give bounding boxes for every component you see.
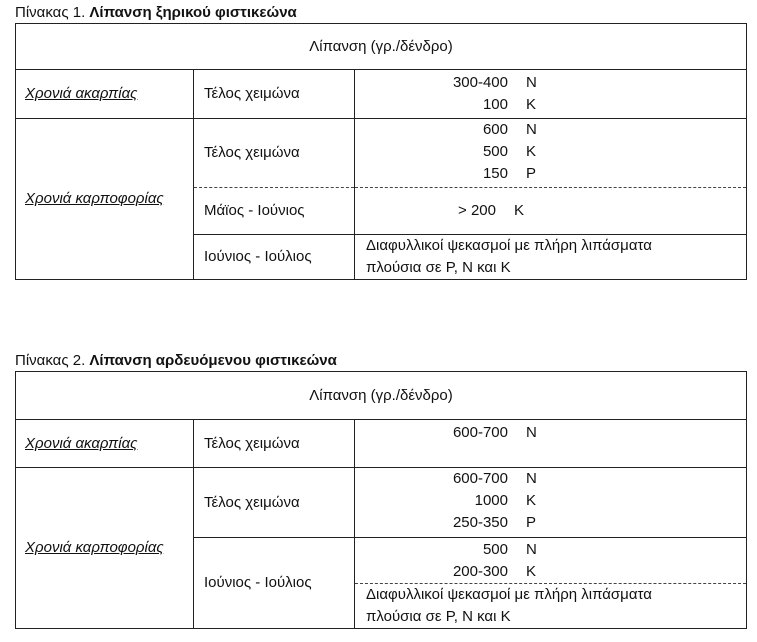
table2-caption — [15, 352, 337, 370]
dose-value: > 200 — [458, 202, 496, 219]
dose-element: N — [526, 470, 537, 487]
table1-on-year-period-3: Ιούνιος - Ιούλιος — [194, 235, 355, 280]
dose-line — [355, 94, 746, 116]
dose-element: P — [526, 514, 537, 531]
table1-on-year-note — [355, 235, 747, 280]
table1-off-year-label: Χρονιά ακαρπίας — [16, 70, 194, 119]
dose-value: 150 — [482, 165, 508, 182]
note-line: πλούσια σε P, N και K — [366, 608, 511, 625]
note-line: Διαφυλλικοί ψεκασμοί με πλήρη λιπάσματα — [366, 586, 652, 603]
note-line: Διαφυλλικοί ψεκασμοί με πλήρη λιπάσματα — [366, 237, 652, 254]
table1-on-year-doses-2 — [355, 188, 747, 235]
dose-value: 500 — [482, 541, 508, 558]
dose-line — [355, 163, 746, 185]
table1-on-year-doses-1 — [355, 119, 747, 188]
table1-off-year-period: Τέλος χειμώνα — [194, 70, 355, 119]
table1-header: Λίπανση (γρ./δένδρο) — [16, 24, 747, 70]
dose-line — [355, 490, 746, 512]
table1-on-year-label: Χρονιά καρποφορίας — [16, 119, 194, 280]
table2-on-year-doses-1 — [355, 468, 747, 538]
dose-element: N — [526, 424, 537, 441]
table2-on-year-doses-2 — [355, 538, 747, 584]
dose-value: 600-700 — [452, 424, 508, 441]
table2-on-year-period-2: Ιούνιος - Ιούλιος — [194, 538, 355, 629]
table1-caption-title: Λίπανση ξηρικού φιστικεώνα — [89, 4, 297, 21]
dose-element: K — [526, 143, 537, 160]
dose-element: N — [526, 121, 537, 138]
dose-value: 1000 — [474, 492, 508, 509]
dose-element: K — [526, 492, 537, 509]
dose-line — [355, 141, 746, 163]
dose-line — [355, 468, 746, 490]
dose-value: 500 — [482, 143, 508, 160]
dose-value: 600 — [482, 121, 508, 138]
dose-value: 200-300 — [452, 563, 508, 580]
table1 — [15, 23, 747, 280]
dose-value: 100 — [482, 96, 508, 113]
dose-line — [355, 422, 746, 444]
dose-value: 600-700 — [452, 470, 508, 487]
dose-line — [355, 512, 746, 534]
table1-on-year-period-1: Τέλος χειμώνα — [194, 119, 355, 188]
dose-element: P — [526, 165, 537, 182]
table2 — [15, 371, 747, 629]
table2-on-year-period-1: Τέλος χειμώνα — [194, 468, 355, 538]
table2-off-year-period: Τέλος χειμώνα — [194, 420, 355, 468]
dose-value: 250-350 — [452, 514, 508, 531]
dose-element: N — [526, 541, 537, 558]
table1-caption — [15, 4, 297, 22]
dose-line — [355, 72, 746, 94]
table2-on-year-label: Χρονιά καρποφορίας — [16, 468, 194, 629]
dose-line — [343, 200, 734, 222]
dose-value: 300-400 — [452, 74, 508, 91]
table2-off-year-doses — [355, 420, 747, 468]
table1-caption-prefix: Πίνακας 1. — [15, 4, 86, 21]
dose-line — [355, 539, 746, 561]
note-line: πλούσια σε P, N και K — [366, 259, 511, 276]
dose-element: N — [526, 74, 537, 91]
dose-element: K — [526, 96, 537, 113]
dose-element: K — [514, 202, 525, 219]
dose-line — [355, 119, 746, 141]
table1-off-year-doses — [355, 70, 747, 119]
table2-off-year-label: Χρονιά ακαρπίας — [16, 420, 194, 468]
table2-header: Λίπανση (γρ./δένδρο) — [16, 372, 747, 420]
dose-line — [355, 561, 746, 583]
table2-on-year-note — [355, 584, 747, 629]
table1-on-year-period-2: Μάϊος - Ιούνιος — [194, 188, 355, 235]
dose-element: K — [526, 563, 537, 580]
table2-caption-title: Λίπανση αρδευόμενου φιστικεώνα — [89, 352, 337, 369]
table2-caption-prefix: Πίνακας 2. — [15, 352, 86, 369]
